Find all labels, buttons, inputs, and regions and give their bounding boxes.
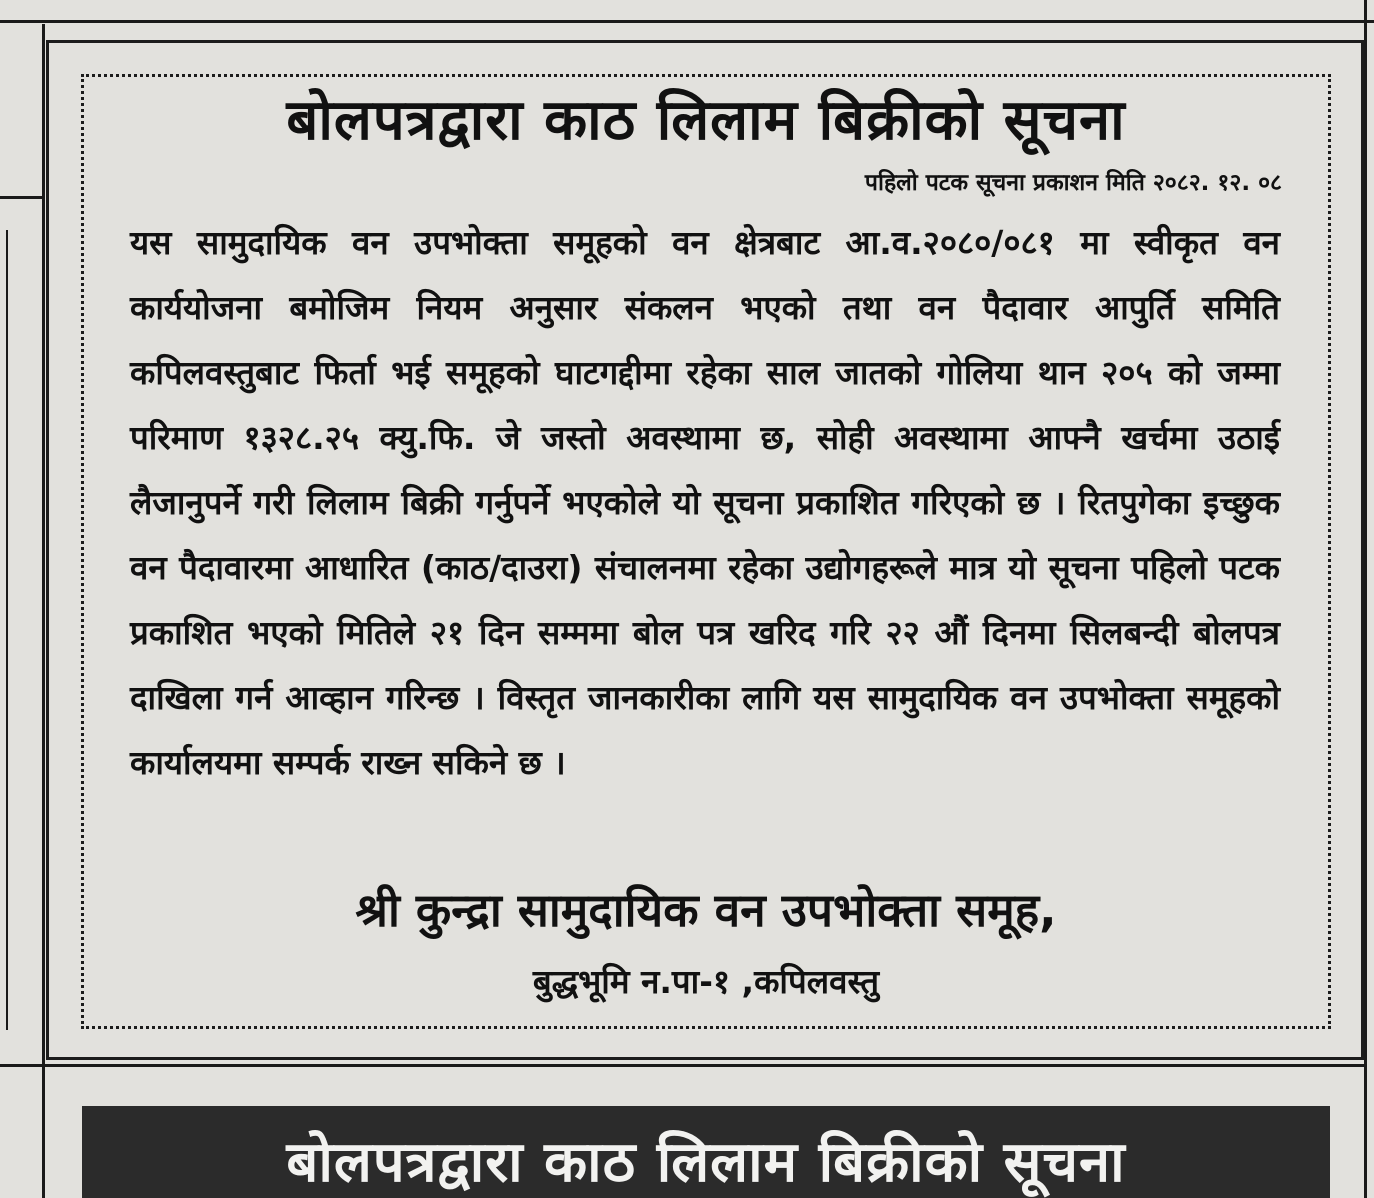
top-divider — [0, 20, 1374, 23]
signatory-address: बुद्धभूमि न.पा-१ ,कपिलवस्तु — [532, 962, 880, 1001]
left-column-rule-1 — [0, 196, 42, 199]
left-column-divider — [42, 24, 45, 1198]
next-notice-title: बोलपत्रद्वारा काठ लिलाम बिक्रीको सूचना — [286, 1130, 1126, 1195]
notice-title: बोलपत्रद्वारा काठ लिलाम बिक्रीको सूचना — [286, 88, 1126, 153]
left-column-rule-2 — [0, 1064, 42, 1067]
signatory-name: श्री कुन्द्रा सामुदायिक वन उपभोक्ता समूह, — [355, 883, 1057, 937]
bottom-divider — [42, 1064, 1367, 1067]
publication-date: पहिलो पटक सूचना प्रकाशन मिति २०८२. १२. ०८ — [864, 170, 1282, 196]
previous-article-fragment — [0, 0, 1374, 8]
notice-body: यस सामुदायिक वन उपभोक्ता समूहको वन क्षेत्रबाट आ.व.२०८०/०८१ मा स्वीकृत वन कार्ययोजना बमोजिम नियम अनुसार संकलन भएको तथा वन पैदावार आपुर्ति समिति कपिलवस्तुबाट फिर्ता भई समूहको घाटगद्दीमा रहेका साल जातको गोलिया थान २०५ को जम्मा परिमाण १३२८.२५ क्यु.फि. जे जस्तो अवस्थामा छ, सोही अवस्थामा आफ्नै खर्चमा उठाई लैजानुपर्ने गरी लिलाम बिक्री गर्नुपर्ने भएकोले यो सूचना प्रकाशित गरिएको छ । रितपुगेका इच्छुक वन पैदावारमा आधारित (काठ/दाउरा) संचालनमा रहेका उद्योगहरूले मात्र यो सूचना पहिलो पटक प्रकाशित भएको मितिले २१ दिन सम्ममा बोल पत्र खरिद गरि २२ औं दिनमा सिलबन्दी बोलपत्र दाखिला गर्न आव्हान गरिन्छ । विस्तृत जानकारीका लागि यस सामुदायिक वन उपभोक्ता समूहको कार्यालयमा सम्पर्क राख्न सकिने छ । — [130, 223, 1280, 782]
right-column-divider — [1364, 0, 1367, 1198]
next-notice-banner — [82, 1106, 1330, 1198]
